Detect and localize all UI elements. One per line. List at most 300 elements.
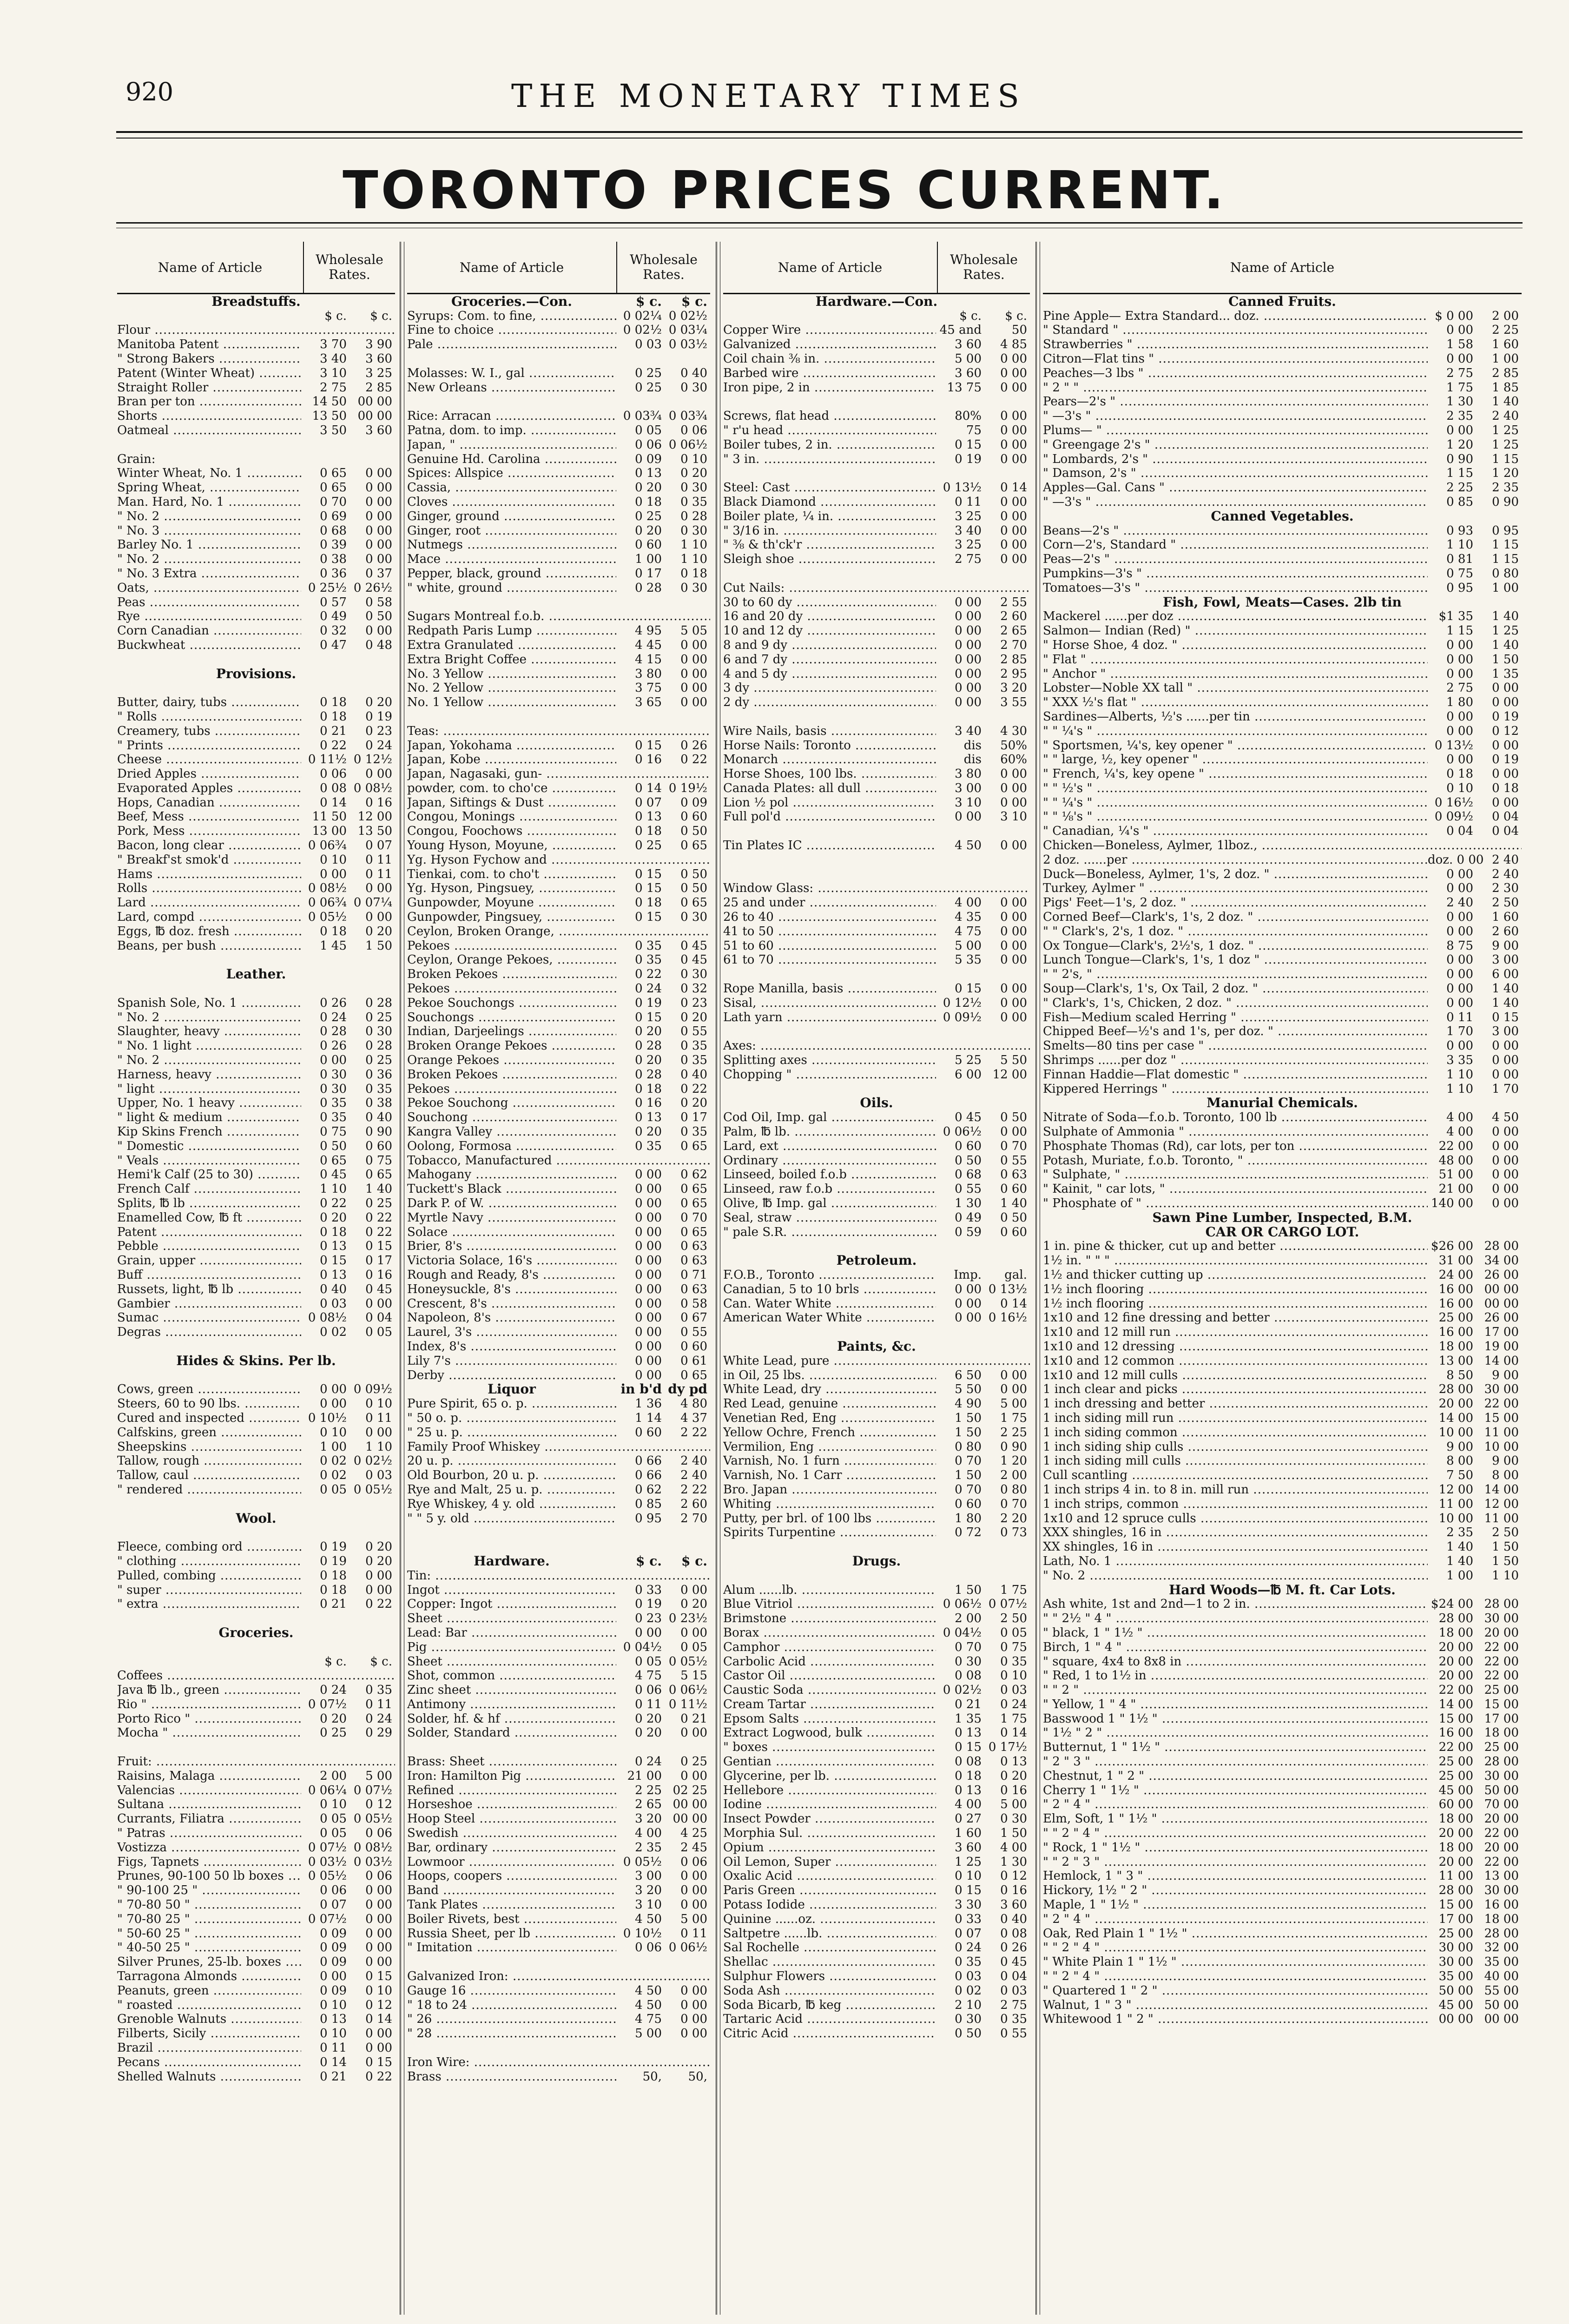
- price-row: [723, 1568, 1030, 1583]
- rate-low: 0 26: [320, 996, 347, 1010]
- rate-low: 0 00: [1446, 1039, 1473, 1053]
- rate-high: 0 20: [680, 466, 707, 481]
- rate-low: 3 60: [955, 1840, 982, 1855]
- rate-low: 1 10: [1446, 538, 1473, 552]
- article-name: " 2 " 4 " .....: [1043, 1797, 1428, 1811]
- rate-high: 15 00: [1484, 1411, 1519, 1425]
- price-row: [1043, 309, 1522, 323]
- rate-low: 0 19: [320, 1540, 347, 1554]
- rate-low: 0 35: [320, 1110, 347, 1125]
- rate-high: 12 00: [1484, 1497, 1519, 1511]
- article-name: Japan, Kobe .....: [407, 753, 616, 766]
- price-row: [407, 709, 710, 724]
- article-name: Cod Oil, Imp. gal .....: [723, 1110, 936, 1124]
- rate-high: 2 25: [1000, 1425, 1027, 1439]
- article-name: French Calf .....: [117, 1182, 301, 1196]
- price-row: [723, 1239, 1030, 1254]
- price-row: [723, 1024, 1030, 1039]
- rate-high: 0 00: [1000, 838, 1027, 853]
- article-name: Silver Prunes, 25-lb. boxes .....: [117, 1955, 301, 1969]
- rate-high: 0 08: [1000, 1926, 1027, 1941]
- rate-high: 00 00: [672, 1797, 707, 1812]
- rate-low: 1 30: [955, 1196, 982, 1210]
- article-name: Sisal, .....: [723, 996, 936, 1010]
- price-row: [117, 1697, 395, 1711]
- article-name: Tobacco, Manufactured .....: [407, 1154, 710, 1168]
- rate-low: 0 07½: [308, 1840, 347, 1855]
- rate-low: 0 00: [320, 1397, 347, 1411]
- price-row: [407, 1769, 710, 1783]
- article-name: 1x10 and 12 mill culls .....: [1043, 1368, 1428, 1382]
- price-row: [407, 1954, 710, 1969]
- price-row: [407, 967, 710, 981]
- article-name: Strawberries " .....: [1043, 337, 1428, 351]
- article-name: " square, 4x4 to 8x8 in .....: [1043, 1655, 1428, 1669]
- rate-low: 3 40: [320, 351, 347, 366]
- article-name: Peas .....: [117, 595, 301, 609]
- rate-low: 0 00: [955, 595, 982, 609]
- rate-low: 1 00: [635, 552, 662, 567]
- price-row: [1043, 2012, 1522, 2027]
- rate-high: 0 35: [1000, 2012, 1027, 2027]
- rate-low: 0 05½: [623, 1855, 662, 1869]
- rate-low: 28 00: [1438, 1611, 1473, 1626]
- price-row: [723, 924, 1030, 938]
- rate-low: 0 11: [635, 1697, 662, 1711]
- price-row: [1043, 924, 1522, 938]
- header-name: Name of Article: [1230, 259, 1335, 275]
- rate-low: 0 00: [1446, 753, 1473, 767]
- price-row: [117, 437, 395, 452]
- price-row: [407, 1010, 710, 1024]
- article-name: Axes: .....: [723, 1039, 1030, 1053]
- article-name: Creamery, tubs .....: [117, 724, 301, 738]
- rate-low: 0 38: [320, 552, 347, 567]
- price-row: [407, 1082, 710, 1096]
- rate-low: 0 15: [635, 867, 662, 881]
- price-row: [407, 2040, 710, 2055]
- rate-low: 9 00: [1446, 1439, 1473, 1454]
- article-name: Spirits Turpentine .....: [723, 1525, 936, 1539]
- rate-high: 0 03¾: [668, 409, 707, 423]
- price-row: [1043, 781, 1522, 795]
- rate-high: 0 00: [1000, 452, 1027, 466]
- price-row: [723, 552, 1030, 566]
- rate-low: 18 00: [1438, 1625, 1473, 1640]
- price-row: [723, 867, 1030, 881]
- article-name: Young Hyson, Moyune, .....: [407, 838, 616, 852]
- rate-low: 0 03¾: [623, 409, 662, 423]
- price-row: [117, 1038, 395, 1053]
- price-row: [723, 1740, 1030, 1754]
- article-name: " pale S.R. .....: [723, 1225, 936, 1239]
- price-row: [723, 437, 1030, 452]
- rate-high: 0 07¼: [353, 896, 392, 910]
- price-row: [407, 938, 710, 953]
- article-name: Oatmeal .....: [117, 423, 301, 437]
- rows: [1043, 294, 1522, 2026]
- article-name: Eggs, ℔ doz. fresh .....: [117, 924, 301, 938]
- price-row: [117, 323, 395, 337]
- article-name: " " ¼'s " .....: [1043, 796, 1428, 810]
- price-row: [1043, 1840, 1522, 1855]
- price-row: [407, 1225, 710, 1239]
- price-row: [407, 1182, 710, 1196]
- price-row: [407, 538, 710, 552]
- article-name: " 2 " 4 " .....: [1043, 1912, 1428, 1926]
- price-row: [117, 738, 395, 753]
- price-row: [723, 1368, 1030, 1382]
- article-name: Hellebore .....: [723, 1783, 936, 1797]
- price-row: [723, 1311, 1030, 1325]
- rate-high: 0 00: [1000, 1010, 1027, 1024]
- rate-low: 0 18: [635, 1082, 662, 1096]
- price-row: [1043, 1941, 1522, 1955]
- rate-low: 0 20: [635, 1711, 662, 1726]
- section-heading: [1043, 1583, 1522, 1597]
- rate-high: 0 00: [680, 1583, 707, 1597]
- rate-low: 0 49: [955, 1210, 982, 1225]
- rate-low: 0 03: [955, 1969, 982, 1984]
- price-row: [1043, 1769, 1522, 1783]
- article-name: Hickory, 1½ " 2 " .....: [1043, 1883, 1428, 1897]
- rate-low: 0 21: [320, 724, 347, 738]
- page-number: 920: [125, 77, 174, 106]
- price-row: [723, 981, 1030, 996]
- article-name: Screws, flat head .....: [723, 409, 936, 423]
- rate-low: 0 66: [635, 1454, 662, 1468]
- rate-high: 0 38: [365, 1096, 392, 1110]
- article-name: Manitoba Patent .....: [117, 337, 301, 351]
- rate-high: 2 55: [1000, 595, 1027, 609]
- article-name: Hoops, coopers .....: [407, 1869, 616, 1883]
- price-row: [1043, 1654, 1522, 1669]
- rate-high: 1 25: [1492, 624, 1519, 638]
- price-row: [723, 738, 1030, 753]
- article-name: Valencias .....: [117, 1783, 301, 1797]
- rate-high: 0 10: [365, 1397, 392, 1411]
- article-name: Shelled Walnuts .....: [117, 2070, 301, 2084]
- price-row: [723, 681, 1030, 695]
- rate-low: 1 60: [955, 1826, 982, 1841]
- price-row: [407, 724, 710, 738]
- article-name: Ceylon, Broken Orange, .....: [407, 924, 710, 938]
- rate-high: 2 45: [680, 1840, 707, 1855]
- rate-low: 4 00: [1446, 1110, 1473, 1125]
- article-name: 1x10 and 12 common .....: [1043, 1354, 1428, 1368]
- rate-low: 75: [966, 423, 982, 437]
- rate-low: 0 32: [320, 624, 347, 638]
- price-row: [407, 480, 710, 495]
- rate-high: 30 00: [1484, 1382, 1519, 1397]
- article-name: Barbed wire .....: [723, 366, 936, 380]
- price-row: [723, 1926, 1030, 1941]
- price-row: [723, 1611, 1030, 1625]
- rate-low: 0 39: [320, 538, 347, 552]
- rate-low: 0 22: [320, 1196, 347, 1210]
- rate-low: 0 00: [320, 867, 347, 881]
- section-heading: [117, 667, 395, 681]
- rate-high: 0 80: [1492, 566, 1519, 581]
- article-name: Brass: Sheet .....: [407, 1755, 616, 1769]
- price-row: [723, 1067, 1030, 1082]
- rate-low: 0 00: [320, 1382, 347, 1397]
- rate-high: 0 00: [365, 624, 392, 638]
- price-row: [1043, 1139, 1522, 1153]
- price-row: [407, 466, 710, 481]
- article-name: " Rolls .....: [117, 710, 301, 724]
- article-name: CAR OR CARGO LOT.: [1205, 1225, 1359, 1239]
- rate-high: 2 40: [1492, 867, 1519, 881]
- price-row: [117, 1010, 395, 1024]
- rate-low: 0 00: [955, 681, 982, 695]
- article-name: Copper: Ingot .....: [407, 1597, 616, 1611]
- price-row: [117, 1811, 395, 1826]
- rate-low: 2 00: [955, 1611, 982, 1626]
- rate-high: 4 85: [1000, 337, 1027, 352]
- article-name: " No. 2 .....: [1043, 1569, 1428, 1583]
- price-row: [407, 1983, 710, 1998]
- rate-high: 0 45: [365, 1282, 392, 1296]
- rate-high: 9 00: [1492, 1454, 1519, 1468]
- article-name: Ordinary .....: [723, 1154, 936, 1168]
- article-name: " Sportsmen, ¼'s, key opener " .....: [1043, 739, 1428, 753]
- price-row: [1043, 795, 1522, 810]
- price-row: [407, 566, 710, 581]
- article-name: Full pol'd .....: [723, 810, 936, 824]
- rate-high: 50%: [1000, 738, 1027, 753]
- rate-low: 4 45: [635, 638, 662, 652]
- price-row: [117, 1253, 395, 1268]
- price-row: [117, 1783, 395, 1797]
- rate-low: 0 00: [320, 1969, 347, 1984]
- price-row: [117, 1396, 395, 1411]
- rate-low: 0 13: [320, 1239, 347, 1254]
- rate-high: 0 20: [680, 1010, 707, 1024]
- article-name: Ox Tongue—Clark's, 2½'s, 1 doz. " .....: [1043, 939, 1428, 953]
- rate-low: 0 65: [320, 1153, 347, 1168]
- price-row: [1043, 1454, 1522, 1468]
- rate-high: 1 10: [1492, 1568, 1519, 1583]
- rate-high: 0 26: [1000, 1941, 1027, 1955]
- rate-high: 0 09½: [353, 1382, 392, 1397]
- rate-high: 11 00: [1484, 1511, 1519, 1525]
- price-row: [1043, 967, 1522, 981]
- price-row: [723, 1669, 1030, 1683]
- price-row: [1043, 609, 1522, 624]
- article-name: " 3 in. .....: [723, 452, 936, 466]
- article-name: " No. 2 .....: [117, 509, 301, 523]
- price-row: [407, 824, 710, 838]
- article-name: Rye .....: [117, 609, 301, 623]
- article-name: 25 and under .....: [723, 896, 936, 910]
- rate-high: 5 00: [680, 1912, 707, 1926]
- rate-low: 3 60: [955, 337, 982, 352]
- price-row: [1043, 1754, 1522, 1769]
- price-row: [117, 724, 395, 738]
- article-name: Shorts .....: [117, 409, 301, 423]
- rate-low: 1 30: [1446, 395, 1473, 409]
- rate-high: 40 00: [1484, 1969, 1519, 1984]
- rate-high: 00 00: [672, 1812, 707, 1826]
- rate-low: 45 and: [939, 323, 982, 337]
- rate-high: 0 00: [1492, 681, 1519, 695]
- article-name: 1x10 and 12 dressing .....: [1043, 1340, 1428, 1353]
- rate-low: 16 00: [1438, 1325, 1473, 1340]
- rate-low: 1 45: [320, 938, 347, 953]
- article-name: Salmon— Indian (Red) " .....: [1043, 624, 1428, 638]
- rate-low: 16 00: [1438, 1282, 1473, 1296]
- price-row: [1043, 466, 1522, 481]
- article-name: Straight Roller .....: [117, 381, 301, 395]
- price-row: [1043, 1024, 1522, 1039]
- rate-high: 0 24: [365, 738, 392, 753]
- rate-low: 4 75: [635, 1669, 662, 1683]
- rate-low: 0 00: [635, 1353, 662, 1368]
- rate-low: 17 00: [1438, 1912, 1473, 1926]
- rate-high: 0 40: [680, 1067, 707, 1082]
- price-row: [407, 1683, 710, 1697]
- rate-low: 2 35: [635, 1840, 662, 1855]
- rate-high: 0 00: [365, 466, 392, 481]
- price-row: [723, 1325, 1030, 1339]
- article-name: Paris Green .....: [723, 1883, 936, 1897]
- rate-low: 3 40: [955, 724, 982, 738]
- rate-low: 0 00: [635, 1368, 662, 1382]
- rate-low: 0 04½: [623, 1640, 662, 1654]
- rate-high: 0 00: [680, 1898, 707, 1912]
- article-name: Buff .....: [117, 1268, 301, 1282]
- rate-high: 20 00: [1484, 1840, 1519, 1855]
- rate-high: 3 00: [1492, 953, 1519, 967]
- price-row: [1043, 1697, 1522, 1711]
- rate-low: 6 00: [955, 1067, 982, 1082]
- price-row: [407, 1711, 710, 1726]
- rate-low: 0 13: [635, 466, 662, 481]
- rate-low: doz. 0 00: [1428, 852, 1484, 867]
- price-row: [117, 1024, 395, 1039]
- article-name: Pekoe Souchong .....: [407, 1096, 616, 1110]
- price-row: [407, 1640, 710, 1654]
- article-name: Rough and Ready, 8's .....: [407, 1268, 616, 1282]
- rate-low: 0 00: [635, 1168, 662, 1182]
- rate-high: 0 06: [365, 1826, 392, 1841]
- article-name: 1x10 and 12 mill run .....: [1043, 1325, 1428, 1339]
- rows: [407, 294, 710, 2084]
- rate-low: 0 13½: [943, 481, 982, 495]
- article-name: Linseed, boiled f.o.b .....: [723, 1168, 936, 1182]
- rate-high: 0 11: [365, 1411, 392, 1425]
- rate-low: 0 05½: [308, 1869, 347, 1883]
- rate-high: 0 30: [680, 481, 707, 495]
- rate-high: 0 55: [1000, 2027, 1027, 2041]
- rate-high: 50 00: [1484, 1998, 1519, 2012]
- price-row: [723, 753, 1030, 767]
- rate-high: 0 00: [1000, 1125, 1027, 1139]
- rate-high: 12 00: [357, 810, 392, 824]
- rate-high: 0 00: [680, 2012, 707, 2027]
- column-header: [407, 242, 710, 294]
- rate-high: 0 00: [1492, 695, 1519, 710]
- article-name: Oil Lemon, Super .....: [723, 1855, 936, 1869]
- article-name: Drugs.: [852, 1554, 901, 1568]
- price-row: [1043, 938, 1522, 953]
- price-row: [723, 953, 1030, 967]
- rate-high: 0 15: [365, 1969, 392, 1984]
- rate-low: 5 25: [955, 1053, 982, 1068]
- rate-high: 0 23½: [668, 1611, 707, 1626]
- price-row: [1043, 480, 1522, 495]
- rate-low: 0 24: [320, 1010, 347, 1024]
- price-row: [723, 480, 1030, 495]
- rate-high: 0 05: [1000, 1625, 1027, 1640]
- price-row: [1043, 652, 1522, 667]
- article-name: Corned Beef—Clark's, 1's, 2 doz. " .....: [1043, 910, 1428, 924]
- price-row: [723, 1897, 1030, 1912]
- article-name: Russia Sheet, per lb .....: [407, 1927, 616, 1941]
- rate-low: 0 15: [635, 910, 662, 924]
- rate-high: 0 14: [1000, 481, 1027, 495]
- rate-high: 0 65: [680, 838, 707, 853]
- price-row: [117, 781, 395, 795]
- rate-high: 0 00: [1000, 767, 1027, 781]
- rate-high: 0 00: [1492, 795, 1519, 810]
- rate-low: 3 20: [635, 1883, 662, 1898]
- article-name: Sugars Montreal f.o.b. .....: [407, 609, 710, 623]
- article-name: Rolls .....: [117, 881, 301, 895]
- page-title: TORONTO PRICES CURRENT.: [343, 160, 1226, 221]
- rate-high: 22 00: [1484, 1654, 1519, 1669]
- article-name: Chopping " .....: [723, 1068, 936, 1082]
- rate-high: 0 00: [1492, 738, 1519, 753]
- price-row: [117, 1096, 395, 1110]
- rate-low: 0 02¼: [623, 309, 662, 323]
- price-row: [723, 1168, 1030, 1182]
- price-row: [723, 566, 1030, 581]
- price-row: [407, 1268, 710, 1282]
- rate-high: 0 16½: [988, 1311, 1027, 1325]
- rate-low: 0 00: [955, 810, 982, 824]
- price-row: [1043, 1468, 1522, 1482]
- article-name: Solder, Standard .....: [407, 1726, 616, 1740]
- rate-low: $ c.: [324, 309, 347, 323]
- rate-high: 0 50: [365, 609, 392, 624]
- price-row: [117, 337, 395, 351]
- article-name: powder, com. to cho'ce .....: [407, 781, 616, 795]
- article-name: Filberts, Sicily .....: [117, 2027, 301, 2040]
- price-row: [723, 395, 1030, 409]
- article-name: Lath, No. 1 .....: [1043, 1554, 1428, 1568]
- price-row: [1043, 1439, 1522, 1454]
- price-row: [117, 509, 395, 523]
- rate-low: 5 00: [635, 2027, 662, 2041]
- rate-high: 0 90: [365, 1125, 392, 1139]
- rate-low: 3 70: [320, 337, 347, 352]
- article-name: Boiler Rivets, best .....: [407, 1912, 616, 1926]
- article-name: Wire Nails, basis .....: [723, 724, 936, 738]
- rate-low: 0 05: [635, 423, 662, 437]
- article-name: Shellac .....: [723, 1955, 936, 1969]
- rate-high: 0 11: [365, 1697, 392, 1711]
- price-row: [723, 1811, 1030, 1826]
- section-heading: [117, 1353, 395, 1368]
- article-name: Lead: Bar .....: [407, 1626, 616, 1640]
- rate-high: 0 63: [680, 1282, 707, 1296]
- rate-high: 0 00: [365, 881, 392, 896]
- price-row: [1043, 1726, 1522, 1740]
- article-name: Monarch .....: [723, 753, 936, 766]
- article-name: Brazil .....: [117, 2041, 301, 2055]
